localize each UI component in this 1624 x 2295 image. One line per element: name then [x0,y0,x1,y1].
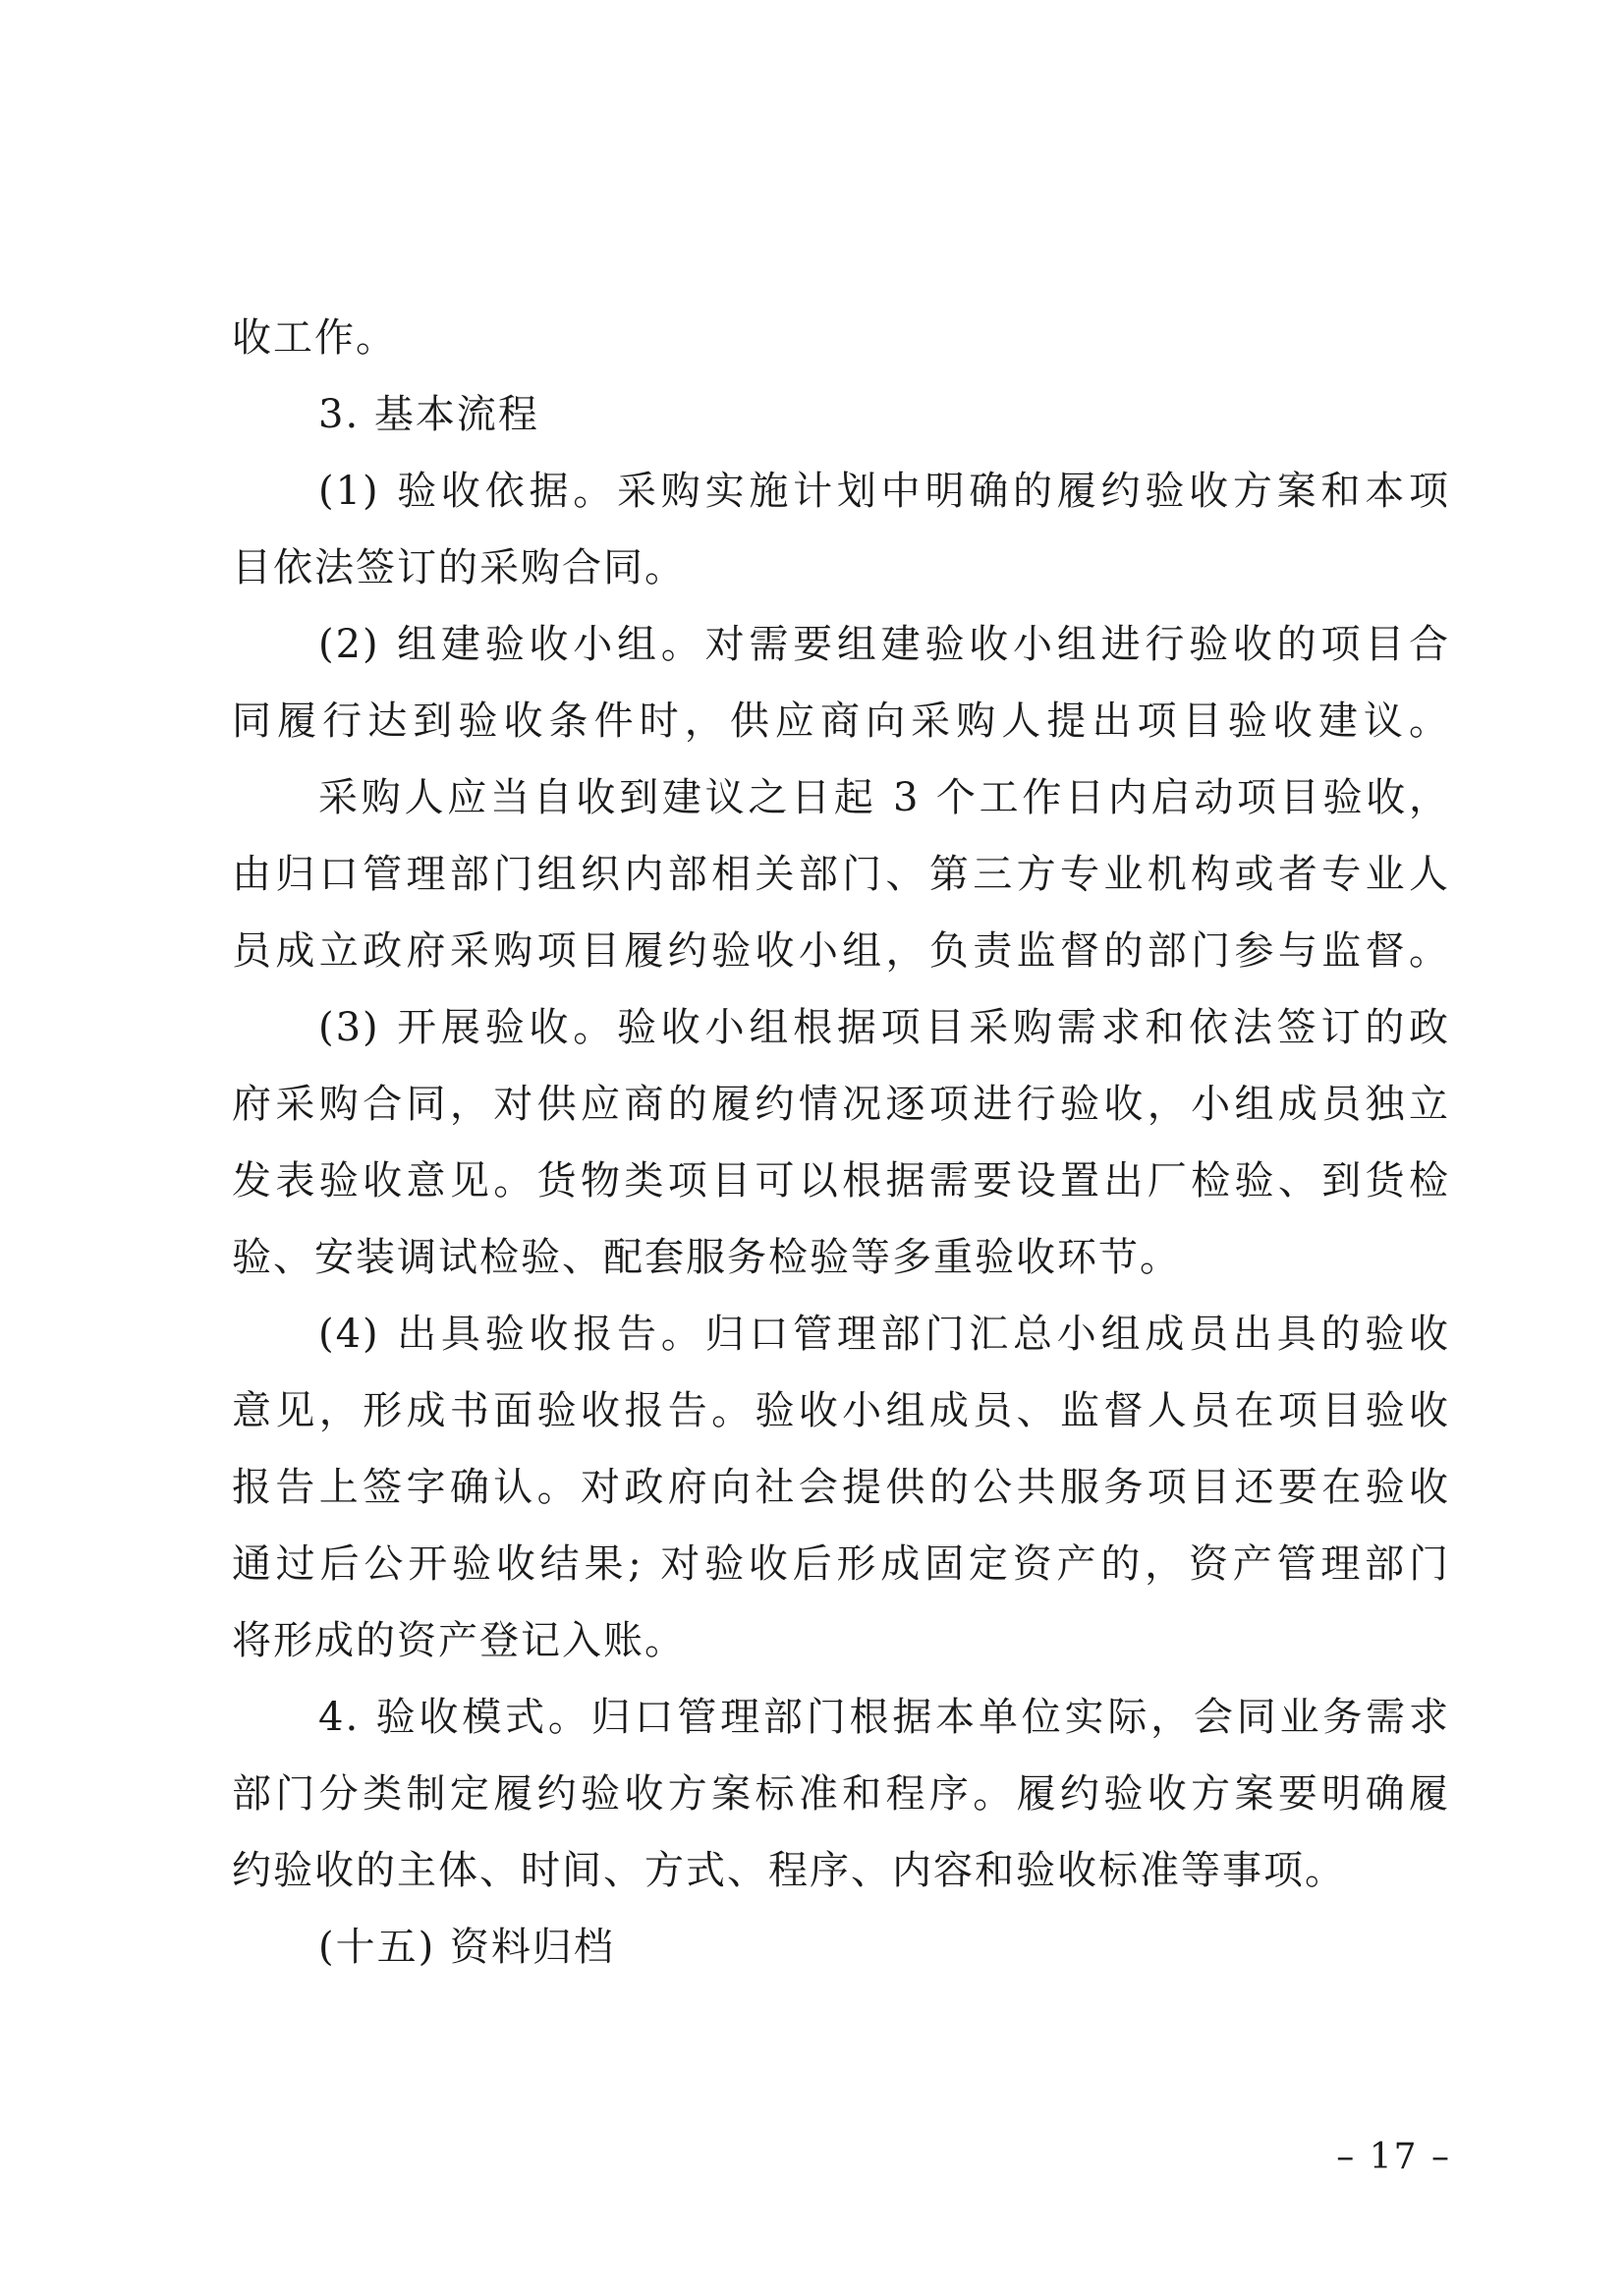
text-line: 通过后公开验收结果; 对验收后形成固定资产的，资产管理部门 [232,1541,1450,1587]
text-line: 由归口管理部门组织内部相关部门、第三方专业机构或者专业人 [232,852,1450,897]
text-line: 员成立政府采购项目履约验收小组，负责监督的部门参与监督。 [232,928,1450,974]
page-number: – 17 – [1336,2137,1451,2177]
text-line: (3) 开展验收。验收小组根据项目采购需求和依法签订的政 [318,1005,1450,1050]
text-line: 部门分类制定履约验收方案标准和程序。履约验收方案要明确履 [232,1771,1450,1817]
text-line: 目依法签订的采购合同。 [232,545,686,590]
text-line: 报告上签字确认。对政府向社会提供的公共服务项目还要在验收 [232,1465,1450,1510]
section-heading: (十五) 资料归档 [318,1925,615,1970]
text-line: 意见，形成书面验收报告。验收小组成员、监督人员在项目验收 [232,1388,1450,1433]
text-line: (2) 组建验收小组。对需要组建验收小组进行验收的项目合 [318,622,1450,667]
text-line: (1) 验收依据。采购实施计划中明确的履约验收方案和本项 [318,469,1450,514]
body-text [232,300,1450,1986]
text-line: 验、安装调试检验、配套服务检验等多重验收环节。 [232,1235,1181,1280]
text-line: (4) 出具验收报告。归口管理部门汇总小组成员出具的验收 [318,1312,1450,1357]
text-line: 4. 验收模式。归口管理部门根据本单位实际，会同业务需求 [318,1695,1450,1740]
text-line: 收工作。 [232,315,397,361]
text-line: 约验收的主体、时间、方式、程序、内容和验收标准等事项。 [232,1848,1346,1893]
text-line: 采购人应当自收到建议之日起 3 个工作日内启动项目验收， [318,775,1450,820]
text-line: 将形成的资产登记入账。 [232,1618,686,1663]
text-line: 府采购合同，对供应商的履约情况逐项进行验收，小组成员独立 [232,1082,1450,1127]
section-heading: 3. 基本流程 [318,392,539,437]
text-line: 同履行达到验收条件时，供应商向采购人提出项目验收建议。 [232,699,1450,744]
text-line: 发表验收意见。货物类项目可以根据需要设置出厂检验、到货检 [232,1158,1450,1203]
